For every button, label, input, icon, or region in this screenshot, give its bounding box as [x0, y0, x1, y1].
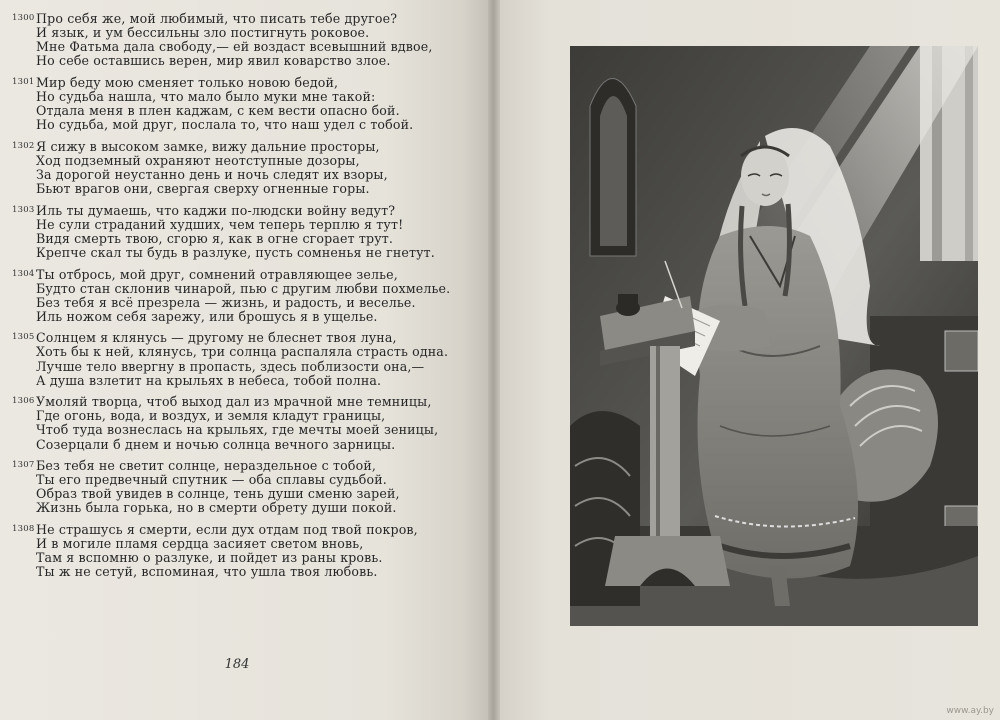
verse-line: Не сули страданий худших, чем теперь терплю я тут! — [36, 216, 404, 232]
left-page — [0, 0, 492, 720]
stanza-number: 1303 — [12, 204, 35, 215]
verse-line: Бьют врагов они, свергая сверху огненные горы. — [36, 181, 370, 197]
verse-line: Жизнь была горька, но в смерти обрету души покой. — [36, 500, 397, 516]
verse-line: Чтоб туда вознеслась на крыльях, где мечты моей зеницы, — [36, 422, 439, 438]
verse-line: Мир беду мою сменяет только новою бедой, — [36, 74, 339, 90]
stanza-lines — [36, 459, 484, 515]
book-gutter — [488, 0, 500, 720]
verse-line: Умоляй творца, чтоб выход дал из мрачной мне темницы, — [36, 394, 432, 410]
verse-line: Без тебя я всё презрела — жизнь, и радость, и веселье. — [36, 294, 416, 310]
verse-line: А душа взлетит на крыльях в небеса, тобой полна. — [36, 372, 382, 388]
stanza-number: 1306 — [12, 396, 35, 407]
verse-line: Где огонь, вода, и воздух, и земля кладут границы, — [36, 408, 386, 424]
page-number: 184 — [224, 657, 250, 672]
verse-line: И язык, и ум бессильны зло постигнуть роковое. — [36, 25, 370, 41]
stanza — [12, 395, 484, 451]
stanza-lines — [36, 140, 484, 196]
verse-line: Солнцем я клянусь — другому не блеснет твоя луна, — [36, 330, 397, 346]
watermark: www.ay.by — [946, 706, 994, 716]
verse-line: Иль ножом себя зарежу, или брошусь я в ущелье. — [36, 308, 378, 324]
poem-text — [12, 12, 484, 587]
verse-line: Крепче скал ты будь в разлуке, пусть сомненья не гнетут. — [36, 244, 435, 260]
stanza-lines — [36, 204, 484, 260]
illustration-drawing — [570, 46, 978, 626]
verse-line: Ты его предвечный спутник — оба сплавы судьбой. — [36, 472, 387, 488]
verse-line: Ты отбрось, мой друг, сомнений отравляющее зелье, — [36, 266, 398, 282]
verse-line: Будто стан склонив чинарой, пью с другим любви похмелье. — [36, 280, 451, 296]
verse-line: И в могиле пламя сердца засияет светом вновь, — [36, 536, 364, 552]
verse-line: Ты ж не сетуй, вспоминая, что ушла твоя любовь. — [36, 564, 378, 580]
stanza-lines — [36, 331, 484, 387]
verse-line: За дорогой неустанно день и ночь следят их взоры, — [36, 166, 388, 182]
stanza-number: 1307 — [12, 460, 35, 471]
verse-line: Но себе оставшись верен, мир явил коварство злое. — [36, 53, 391, 69]
verse-line: Мне Фатьма дала свободу,— ей воздаст всевышний вдвое, — [36, 39, 433, 55]
stanza-number: 1302 — [12, 140, 35, 151]
verse-line: Но судьба, мой друг, послала то, что наш удел с тобой. — [36, 117, 414, 133]
verse-line: Хоть бы к ней, клянусь, три солнца распаляла страсть одна. — [36, 344, 449, 360]
stanza-lines — [36, 12, 484, 68]
stanza — [12, 12, 484, 68]
stanza — [12, 204, 484, 260]
stanza-lines — [36, 523, 484, 579]
stanza-number: 1305 — [12, 332, 35, 343]
woman-writing-letter-illustration — [570, 46, 978, 626]
stanza — [12, 459, 484, 515]
verse-line: Я сижу в высоком замке, вижу дальние просторы, — [36, 138, 380, 154]
stanza-lines — [36, 395, 484, 451]
verse-line: Отдала меня в плен каджам, с кем вести опасно бой. — [36, 103, 400, 119]
stanza — [12, 76, 484, 132]
verse-line: Созерцали б днем и ночью солнца вечного зарницы. — [36, 436, 396, 452]
verse-line: Видя смерть твою, сгорю я, как в огне сгорает трут. — [36, 230, 394, 246]
verse-line: Лучше тело ввергну в пропасть, здесь поблизости она,— — [36, 358, 425, 374]
stanza-lines — [36, 76, 484, 132]
stanza-number: 1300 — [12, 13, 35, 23]
stanza-number: 1301 — [12, 76, 35, 87]
stanza — [12, 523, 484, 579]
stanza-number: 1308 — [12, 524, 35, 534]
verse-line: Там я вспомню о разлуке, и пойдет из раны кровь. — [36, 550, 383, 566]
verse-line: Не страшусь я смерти, если дух отдам под твой покров, — [36, 522, 418, 537]
stanza — [12, 268, 484, 324]
verse-line: Ход подземный охраняют неотступные дозоры, — [36, 152, 360, 168]
stanza — [12, 140, 484, 196]
verse-line: Про себя же, мой любимый, что писать тебе другое? — [36, 11, 398, 26]
stanza-lines — [36, 268, 484, 324]
verse-line: Образ твой увидев в солнце, тень души сменю зарей, — [36, 486, 400, 502]
verse-line: Иль ты думаешь, что каджи по-людски войну ведут? — [36, 202, 396, 218]
verse-line: Без тебя не светит солнце, нераздельное с тобой, — [36, 458, 377, 474]
stanza-number: 1304 — [12, 268, 35, 279]
stanza — [12, 331, 484, 387]
verse-line: Но судьба нашла, что мало было муки мне такой: — [36, 88, 376, 104]
